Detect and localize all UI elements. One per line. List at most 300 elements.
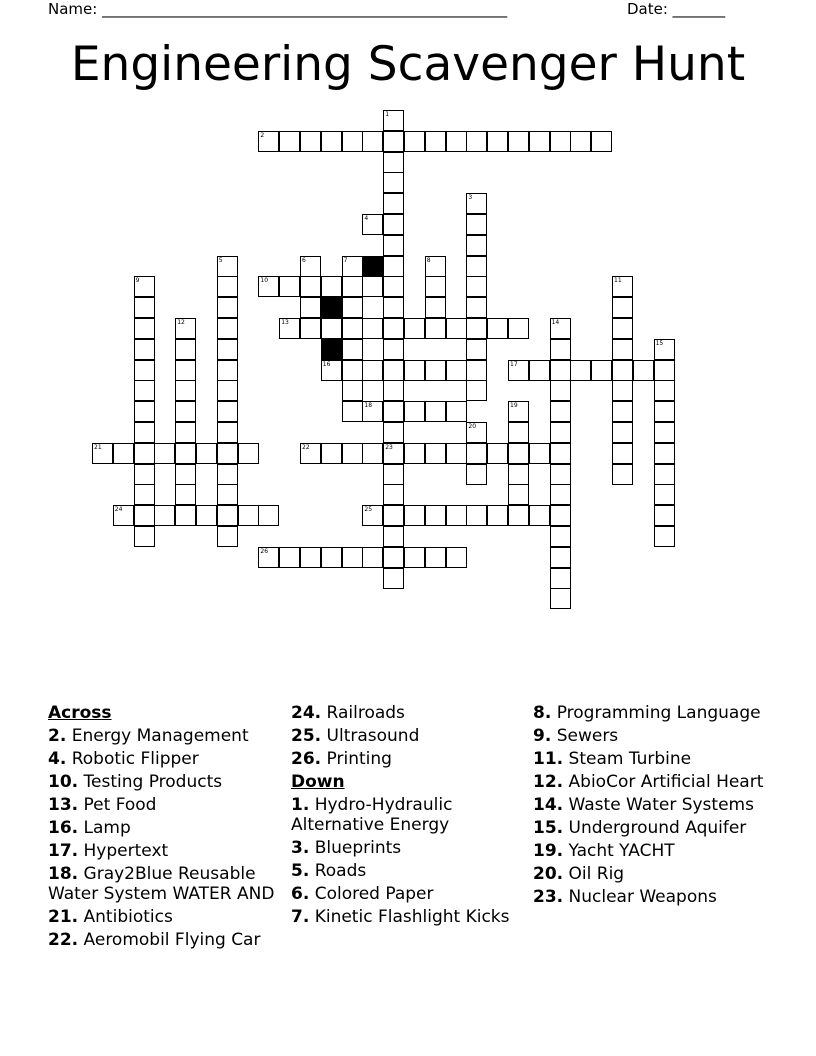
crossword-cell[interactable] <box>508 443 529 464</box>
crossword-cell[interactable] <box>466 214 487 235</box>
clue-number: 20 <box>468 423 477 430</box>
crossword-cell[interactable] <box>217 297 238 318</box>
clue-text: Hydro-Hydraulic Alternative Energy <box>291 795 453 835</box>
crossword-cell[interactable] <box>550 443 571 464</box>
clue-item <box>533 864 778 884</box>
crossword-cell[interactable] <box>425 443 446 464</box>
clue-item <box>291 703 526 723</box>
crossword-cell[interactable] <box>279 131 300 152</box>
crossword-cell[interactable] <box>362 547 383 568</box>
clue-number: 4 <box>364 215 369 222</box>
crossword-cell[interactable] <box>466 505 487 526</box>
clue-number-label: 14. <box>533 795 564 815</box>
page-title: Engineering Scavenger Hunt <box>70 37 746 92</box>
clue-number: 6 <box>302 256 306 264</box>
crossword-cell[interactable] <box>383 131 404 152</box>
clue-number: 10 <box>260 277 269 285</box>
crossword-cell[interactable] <box>466 256 487 277</box>
crossword-cell[interactable] <box>383 380 404 401</box>
crossword-cell[interactable] <box>383 172 404 193</box>
crossword-cell[interactable] <box>321 318 342 339</box>
clue-number-label: 24. <box>291 703 322 723</box>
crossword-cell[interactable] <box>550 526 571 547</box>
clue-text: Railroads <box>321 703 405 723</box>
clue-number: 2 <box>260 131 265 139</box>
crossword-cell[interactable] <box>508 131 529 152</box>
crossword-cell[interactable] <box>134 464 155 485</box>
clue-number-label: 16. <box>48 818 79 838</box>
crossword-cell[interactable] <box>321 131 342 152</box>
crossword-cell[interactable] <box>238 443 259 464</box>
crossword-cell[interactable] <box>134 380 155 401</box>
crossword-cell[interactable] <box>175 422 196 443</box>
clue-number: 21 <box>94 443 102 451</box>
clue-number: 26 <box>260 547 269 555</box>
crossword-cell[interactable] <box>175 380 196 401</box>
crossword-cell[interactable] <box>362 505 383 526</box>
crossword-cell[interactable] <box>529 360 550 381</box>
crossword-cell[interactable] <box>446 505 467 526</box>
clue-number: 15 <box>655 339 664 347</box>
clues-column-1 <box>48 703 283 953</box>
clue-item <box>291 907 526 927</box>
crossword-cell[interactable] <box>217 401 238 422</box>
crossword-cell[interactable] <box>175 443 196 464</box>
crossword-cell[interactable] <box>612 360 633 381</box>
crossword-cell[interactable] <box>300 131 321 152</box>
crossword-cell[interactable] <box>550 131 571 152</box>
crossword-cell[interactable] <box>404 360 425 381</box>
crossword-cell[interactable] <box>633 360 654 381</box>
crossword-cell[interactable] <box>446 318 467 339</box>
crossword-cell[interactable] <box>383 110 404 131</box>
crossword-cell[interactable] <box>654 505 675 526</box>
crossword-cell[interactable] <box>383 235 404 256</box>
crossword-cell[interactable] <box>383 484 404 505</box>
crossword-cell[interactable] <box>175 464 196 485</box>
crossword-cell[interactable] <box>529 443 550 464</box>
crossword-cell[interactable] <box>446 360 467 381</box>
crossword-cell[interactable] <box>342 256 363 277</box>
crossword-cell[interactable] <box>466 443 487 464</box>
crossword-cell[interactable] <box>258 547 279 568</box>
crossword-cell[interactable] <box>383 297 404 318</box>
crossword-cell[interactable] <box>342 318 363 339</box>
clues-column-3 <box>533 703 778 910</box>
clue-item <box>533 887 778 907</box>
crossword-cell[interactable] <box>425 505 446 526</box>
clue-item <box>48 726 283 746</box>
crossword-cell[interactable] <box>425 256 446 277</box>
crossword-cell[interactable] <box>446 443 467 464</box>
clue-text: Energy Management <box>66 726 249 746</box>
crossword-cell[interactable] <box>508 360 529 381</box>
crossword-cell[interactable] <box>466 380 487 401</box>
clue-item <box>48 841 283 861</box>
clue-number-label: 26. <box>291 749 322 769</box>
crossword-cell[interactable] <box>383 464 404 485</box>
crossword-cell[interactable] <box>570 360 591 381</box>
clue-text: Waste Water Systems <box>563 795 754 815</box>
crossword-cell[interactable] <box>175 401 196 422</box>
crossword-cell[interactable] <box>238 505 259 526</box>
crossword-cell[interactable] <box>383 401 404 422</box>
crossword-cell[interactable] <box>321 276 342 297</box>
clue-item <box>291 795 526 835</box>
clue-text: Robotic Flipper <box>66 749 199 769</box>
crossword-cell[interactable] <box>342 547 363 568</box>
crossword-cell[interactable] <box>217 256 238 277</box>
clue-number: 7 <box>343 256 348 264</box>
crossword-cell[interactable] <box>134 422 155 443</box>
clue-text: Sewers <box>551 726 619 746</box>
clue-item <box>48 795 283 815</box>
crossword-cell[interactable] <box>654 526 675 547</box>
crossword-cell[interactable] <box>612 339 633 360</box>
clue-number: 25 <box>364 506 373 514</box>
date-field-label: Date: _______ <box>627 0 726 18</box>
crossword-cell[interactable] <box>550 568 571 589</box>
crossword-cell[interactable] <box>258 131 279 152</box>
clue-text: Aeromobil Flying Car <box>78 930 261 950</box>
clue-number-label: 10. <box>48 772 79 792</box>
clue-number-label: 11. <box>533 749 564 769</box>
clue-text: Roads <box>309 861 367 881</box>
crossword-cell[interactable] <box>217 484 238 505</box>
clue-number: 8 <box>426 256 431 264</box>
crossword-cell[interactable] <box>217 505 238 526</box>
crossword-cell[interactable] <box>321 547 342 568</box>
crossword-cell[interactable] <box>425 131 446 152</box>
black-cell <box>321 297 342 318</box>
crossword-cell[interactable] <box>383 256 404 277</box>
clue-item <box>291 861 526 881</box>
crossword-cell[interactable] <box>550 401 571 422</box>
crossword-cell[interactable] <box>383 339 404 360</box>
crossword-cell[interactable] <box>154 505 175 526</box>
crossword-cell[interactable] <box>383 152 404 173</box>
crossword-cell[interactable] <box>383 360 404 381</box>
crossword-cell[interactable] <box>425 318 446 339</box>
crossword-cell[interactable] <box>466 339 487 360</box>
across-heading: Across <box>48 703 112 723</box>
crossword-cell[interactable] <box>217 276 238 297</box>
crossword-cell[interactable] <box>342 131 363 152</box>
crossword-cell[interactable] <box>466 422 487 443</box>
crossword-cell[interactable] <box>279 318 300 339</box>
crossword-cell[interactable] <box>217 422 238 443</box>
crossword-cell[interactable] <box>258 505 279 526</box>
crossword-cell[interactable] <box>550 547 571 568</box>
clue-text: Pet Food <box>78 795 157 815</box>
crossword-cell[interactable] <box>362 318 383 339</box>
clue-item <box>533 726 778 746</box>
crossword-cell[interactable] <box>591 131 612 152</box>
clue-number-label: 22. <box>48 930 79 950</box>
crossword-cell[interactable] <box>134 484 155 505</box>
crossword-cell[interactable] <box>362 443 383 464</box>
clue-item <box>291 838 526 858</box>
clue-number: 16 <box>322 360 331 368</box>
crossword-cell[interactable] <box>300 443 321 464</box>
clue-item <box>48 818 283 838</box>
clue-item <box>48 930 283 950</box>
crossword-cell[interactable] <box>404 318 425 339</box>
crossword-cell[interactable] <box>591 360 612 381</box>
crossword-cell[interactable] <box>383 547 404 568</box>
crossword-cell[interactable] <box>342 297 363 318</box>
crossword-cell[interactable] <box>654 360 675 381</box>
crossword-cell[interactable] <box>217 526 238 547</box>
crossword-cell[interactable] <box>383 214 404 235</box>
clue-number-label: 12. <box>533 772 564 792</box>
crossword-cell[interactable] <box>404 131 425 152</box>
crossword-cell[interactable] <box>487 131 508 152</box>
crossword-cell[interactable] <box>196 505 217 526</box>
crossword-cell[interactable] <box>487 505 508 526</box>
crossword-cell[interactable] <box>529 505 550 526</box>
clue-number-label: 6. <box>291 884 310 904</box>
crossword-cell[interactable] <box>466 360 487 381</box>
clue-number-label: 17. <box>48 841 79 861</box>
clue-number-label: 3. <box>291 838 310 858</box>
crossword-cell[interactable] <box>550 380 571 401</box>
crossword-cell[interactable] <box>175 339 196 360</box>
crossword-cell[interactable] <box>508 484 529 505</box>
crossword-cell[interactable] <box>404 443 425 464</box>
clue-item <box>533 841 778 861</box>
crossword-cell[interactable] <box>134 505 155 526</box>
clue-number-label: 9. <box>533 726 552 746</box>
crossword-cell[interactable] <box>175 484 196 505</box>
crossword-cell[interactable] <box>466 464 487 485</box>
crossword-cell[interactable] <box>217 318 238 339</box>
crossword-cell[interactable] <box>217 360 238 381</box>
clue-text: Underground Aquifer <box>563 818 747 838</box>
crossword-cell[interactable] <box>113 505 134 526</box>
crossword-cell[interactable] <box>466 297 487 318</box>
clue-number: 23 <box>385 443 393 451</box>
crossword-cell[interactable] <box>550 318 571 339</box>
clue-number: 14 <box>551 319 560 326</box>
crossword-cell[interactable] <box>550 464 571 485</box>
crossword-cell[interactable] <box>362 276 383 297</box>
crossword-cell[interactable] <box>654 484 675 505</box>
clue-number: 3 <box>468 194 473 202</box>
crossword-cell[interactable] <box>217 443 238 464</box>
crossword-cell[interactable] <box>612 297 633 318</box>
clue-item <box>533 772 778 792</box>
clue-item <box>48 772 283 792</box>
crossword-cell[interactable] <box>300 297 321 318</box>
crossword-cell[interactable] <box>175 360 196 381</box>
crossword-cell[interactable] <box>466 276 487 297</box>
crossword-cell[interactable] <box>612 276 633 297</box>
clue-text: Nuclear Weapons <box>563 887 717 907</box>
clue-text: Kinetic Flashlight Kicks <box>309 907 510 927</box>
crossword-cell[interactable] <box>383 568 404 589</box>
crossword-cell[interactable] <box>154 443 175 464</box>
crossword-cell[interactable] <box>508 422 529 443</box>
crossword-cell[interactable] <box>217 339 238 360</box>
crossword-cell[interactable] <box>113 443 134 464</box>
crossword-cell[interactable] <box>362 131 383 152</box>
crossword-cell[interactable] <box>654 443 675 464</box>
crossword-cell[interactable] <box>342 339 363 360</box>
crossword-cell[interactable] <box>425 547 446 568</box>
crossword-cell[interactable] <box>612 422 633 443</box>
name-field-label: Name: ______________________________________________________ <box>48 0 508 18</box>
crossword-cell[interactable] <box>134 443 155 464</box>
crossword-cell[interactable] <box>134 360 155 381</box>
crossword-cell[interactable] <box>279 276 300 297</box>
crossword-cell[interactable] <box>550 339 571 360</box>
crossword-cell[interactable] <box>446 401 467 422</box>
crossword-cell[interactable] <box>383 318 404 339</box>
crossword-cell[interactable] <box>383 505 404 526</box>
clue-item <box>291 726 526 746</box>
crossword-cell[interactable] <box>383 443 404 464</box>
crossword-cell[interactable] <box>134 339 155 360</box>
crossword-cell[interactable] <box>362 401 383 422</box>
clue-item <box>533 703 778 723</box>
clue-number: 5 <box>218 256 223 264</box>
clue-number-label: 15. <box>533 818 564 838</box>
clue-text: Oil Rig <box>563 864 625 884</box>
crossword-cell[interactable] <box>383 276 404 297</box>
crossword-cell[interactable] <box>550 360 571 381</box>
clue-item <box>48 864 283 904</box>
crossword-cell[interactable] <box>612 380 633 401</box>
clue-number: 13 <box>281 319 289 326</box>
crossword-cell[interactable] <box>404 505 425 526</box>
clue-number-label: 5. <box>291 861 310 881</box>
crossword-cell[interactable] <box>217 380 238 401</box>
crossword-cell[interactable] <box>529 131 550 152</box>
crossword-cell[interactable] <box>425 276 446 297</box>
crossword-cell[interactable] <box>508 401 529 422</box>
crossword-cell[interactable] <box>321 360 342 381</box>
crossword-cell[interactable] <box>300 256 321 277</box>
crossword-cell[interactable] <box>134 526 155 547</box>
crossword-cell[interactable] <box>550 484 571 505</box>
crossword-cell[interactable] <box>466 235 487 256</box>
crossword-cell[interactable] <box>508 318 529 339</box>
crossword-cell[interactable] <box>508 505 529 526</box>
clue-number: 11 <box>614 277 622 285</box>
crossword-cell[interactable] <box>134 297 155 318</box>
clue-text: Steam Turbine <box>563 749 692 769</box>
crossword-cell[interactable] <box>92 443 113 464</box>
crossword-cell[interactable] <box>134 276 155 297</box>
crossword-cell[interactable] <box>342 401 363 422</box>
crossword-cell[interactable] <box>487 443 508 464</box>
crossword-cell[interactable] <box>425 360 446 381</box>
crossword-cell[interactable] <box>175 505 196 526</box>
crossword-cell[interactable] <box>425 297 446 318</box>
clue-number-label: 4. <box>48 749 67 769</box>
crossword-cell[interactable] <box>612 318 633 339</box>
crossword-cell[interactable] <box>466 131 487 152</box>
clue-number-label: 2. <box>48 726 67 746</box>
crossword-cell[interactable] <box>342 276 363 297</box>
clue-text: Yacht YACHT <box>563 841 675 861</box>
crossword-cell[interactable] <box>612 443 633 464</box>
clue-number: 12 <box>177 319 185 326</box>
clue-item <box>48 907 283 927</box>
clue-number-label: 25. <box>291 726 322 746</box>
black-cell <box>321 339 342 360</box>
crossword-cell[interactable] <box>383 526 404 547</box>
crossword-cell[interactable] <box>612 401 633 422</box>
clue-item <box>533 749 778 769</box>
crossword-cell[interactable] <box>654 380 675 401</box>
crossword-cell[interactable] <box>654 464 675 485</box>
crossword-cell[interactable] <box>466 318 487 339</box>
clue-number-label: 1. <box>291 795 310 815</box>
crossword-cell[interactable] <box>570 131 591 152</box>
crossword-cell[interactable] <box>446 131 467 152</box>
crossword-cell[interactable] <box>425 401 446 422</box>
crossword-cell[interactable] <box>508 464 529 485</box>
crossword-cell[interactable] <box>300 318 321 339</box>
crossword-cell[interactable] <box>258 276 279 297</box>
crossword-cell[interactable] <box>466 193 487 214</box>
crossword-cell[interactable] <box>300 276 321 297</box>
crossword-cell[interactable] <box>654 401 675 422</box>
clue-item <box>48 749 283 769</box>
crossword-cell[interactable] <box>404 401 425 422</box>
crossword-cell[interactable] <box>342 443 363 464</box>
clue-number-label: 23. <box>533 887 564 907</box>
clue-text: AbioCor Artificial Heart <box>563 772 764 792</box>
crossword-cell[interactable] <box>362 360 383 381</box>
crossword-cell[interactable] <box>654 339 675 360</box>
clue-number: 24 <box>114 506 123 514</box>
crossword-cell[interactable] <box>446 547 467 568</box>
crossword-cell[interactable] <box>175 318 196 339</box>
clue-number-label: 19. <box>533 841 564 861</box>
crossword-cell[interactable] <box>654 422 675 443</box>
crossword-cell[interactable] <box>342 360 363 381</box>
crossword-cell[interactable] <box>134 401 155 422</box>
crossword-cell[interactable] <box>342 380 363 401</box>
crossword-cell[interactable] <box>134 318 155 339</box>
crossword-cell[interactable] <box>550 505 571 526</box>
crossword-cell[interactable] <box>383 422 404 443</box>
clue-item <box>533 795 778 815</box>
crossword-cell[interactable] <box>550 422 571 443</box>
crossword-cell[interactable] <box>300 547 321 568</box>
crossword-cell[interactable] <box>217 464 238 485</box>
clue-text: Gray2Blue Reusable Water System WATER AND <box>48 864 275 904</box>
crossword-cell[interactable] <box>196 443 217 464</box>
clue-number: 19 <box>510 402 518 410</box>
crossword-cell[interactable] <box>321 443 342 464</box>
crossword-cell[interactable] <box>404 547 425 568</box>
crossword-cell[interactable] <box>487 318 508 339</box>
clue-number: 1 <box>385 111 390 118</box>
clue-number-label: 18. <box>48 864 79 884</box>
clue-item <box>533 818 778 838</box>
clue-text: Printing <box>321 749 392 769</box>
black-cell <box>362 256 383 277</box>
crossword-cell[interactable] <box>279 547 300 568</box>
crossword-cell[interactable] <box>550 588 571 609</box>
crossword-cell[interactable] <box>362 214 383 235</box>
crossword-cell[interactable] <box>383 193 404 214</box>
crossword-cell[interactable] <box>612 464 633 485</box>
